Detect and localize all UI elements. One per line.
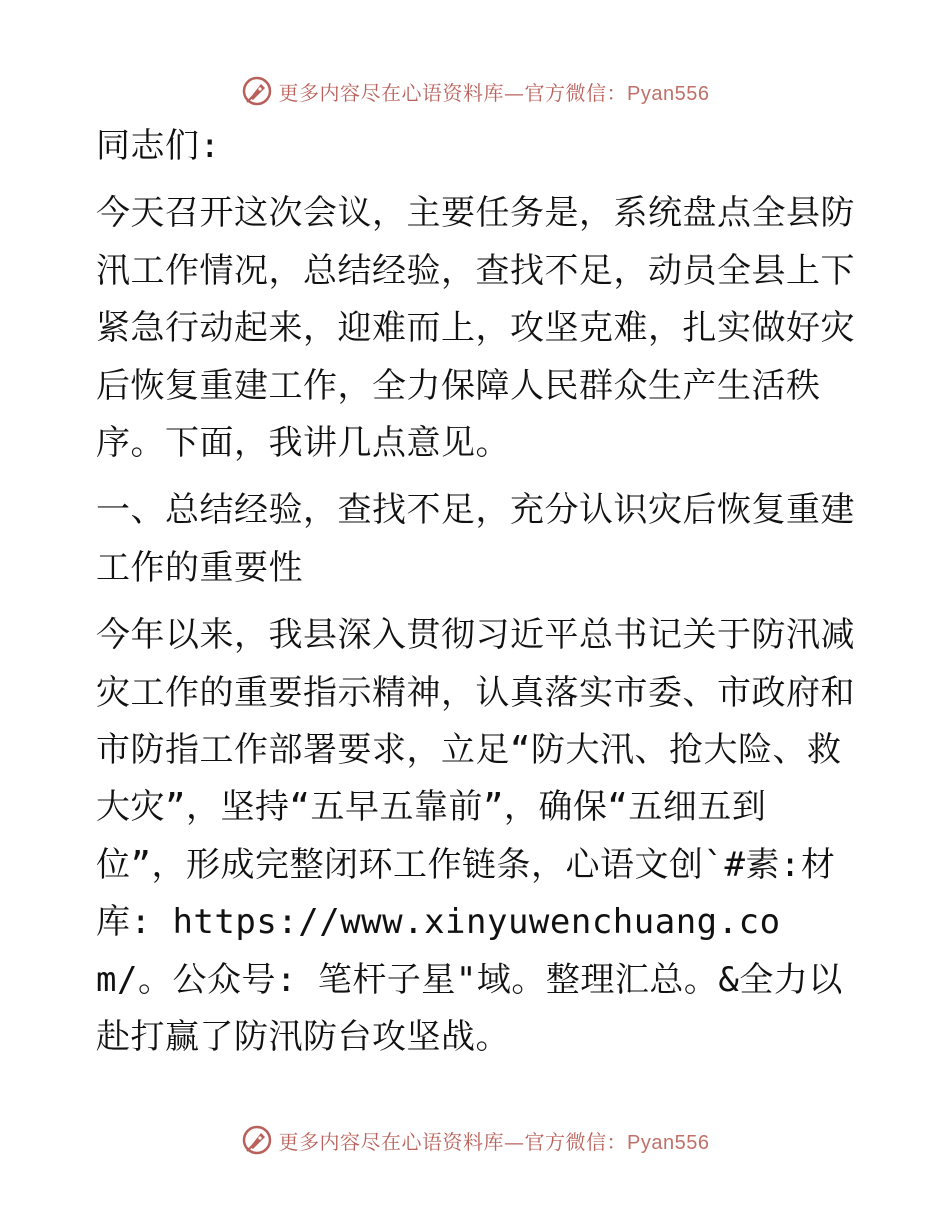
watermark-wechat-id: Pyan556 [627, 1131, 710, 1154]
watermark-group [241, 75, 710, 107]
watermark-text [279, 1126, 710, 1155]
watermark-cn-text: 更多内容尽在心语资料库—官方微信： [278, 80, 628, 105]
section-heading-1: 一、总结经验，查找不足，充分认识灾后恢复重建工作的重要性 [96, 490, 855, 588]
watermark-cn-text: 更多内容尽在心语资料库—官方微信： [278, 1129, 628, 1154]
footer-watermark [0, 1120, 950, 1160]
watermark-wechat-id: Pyan556 [627, 82, 710, 105]
watermark-text [279, 77, 710, 106]
pen-nib-logo-icon [241, 75, 273, 107]
header-watermark [0, 71, 950, 111]
pen-nib-logo-icon [241, 1124, 273, 1156]
paragraph-intro: 今天召开这次会议，主要任务是，系统盘点全县防汛工作情况，总结经验，查找不足，动员全县上下紧急行动起来，迎难而上，攻坚克难，扎实做好灾后恢复重建工作，全力保障人民群众生产生活秩序。下面，我讲几点意见。 [96, 193, 855, 464]
document-body [96, 118, 856, 1067]
salutation: 同志们: [96, 126, 221, 166]
watermark-group [241, 1124, 710, 1156]
paragraph-section-1: 今年以来，我县深入贯彻习近平总书记关于防汛减灾工作的重要指示精神，认真落实市委、市政府和市防指工作部署要求，立足“防大汛、抢大险、救大灾”，坚持“五早五靠前”，确保“五细五到位”，形成完整闭环工作链条，心语文创`#素:材库: https://www.xinyuwenchuang.com/。公众号: 笔杆子星"域。整理汇总。&全力以赴打赢了防汛防台攻坚战。 [96, 615, 855, 1058]
